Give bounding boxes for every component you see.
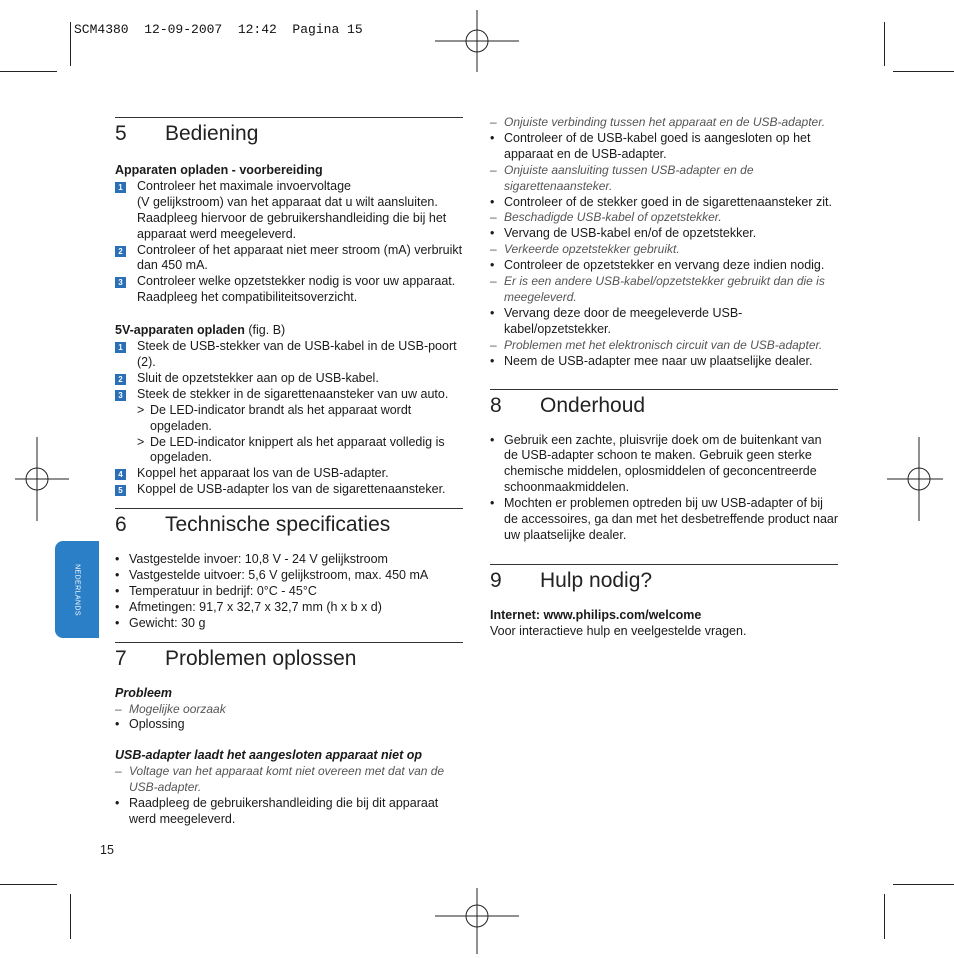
step-number-badge: 2 — [115, 374, 126, 385]
section-9-heading — [490, 564, 838, 594]
language-tab-label: NEDERLANDS — [73, 563, 81, 616]
section-number: 7 — [115, 646, 127, 670]
step-item — [115, 243, 463, 275]
list-item: • Temperatuur in bedrijf: 0°C - 45°C — [115, 584, 463, 600]
step-number-badge: 4 — [115, 469, 126, 480]
solution-item: • Vervang de USB-kabel en/of de opzetstekker. — [490, 226, 838, 242]
step-number-badge: 5 — [115, 485, 126, 496]
section-title: Bediening — [165, 122, 259, 145]
crop-mark — [893, 884, 954, 885]
page-number: 15 — [100, 843, 114, 857]
figure-reference: (fig. B) — [248, 323, 286, 338]
solution-item: • Neem de USB-adapter mee naar uw plaatselijke dealer. — [490, 354, 838, 370]
subsection-title: Apparaten opladen - voorbereiding — [115, 163, 323, 177]
help-text: Voor interactieve hulp en veelgestelde vragen. — [490, 623, 747, 638]
list-item: • Gewicht: 30 g — [115, 616, 463, 632]
list-item: • Afmetingen: 91,7 x 32,7 x 32,7 mm (h x b x d) — [115, 600, 463, 616]
crop-mark — [884, 22, 885, 66]
crop-mark — [884, 894, 885, 939]
section-number: 6 — [115, 513, 127, 537]
result-item — [115, 435, 463, 467]
cause-item: – Problemen met het elektronisch circuit van de USB-adapter. — [490, 338, 838, 354]
legend-solution: • Oplossing — [115, 717, 463, 733]
section-5-heading — [115, 117, 463, 147]
step-number-badge: 3 — [115, 277, 126, 288]
step-number-badge: 1 — [115, 182, 126, 193]
solution-item: • Controleer of de USB-kabel goed is aangesloten op het apparaat en de USB-adapter. — [490, 131, 838, 163]
language-tab — [55, 541, 99, 638]
step-text: Steek de stekker in de sigarettenaansteker van uw auto. — [137, 386, 449, 401]
solution-item: • Controleer de opzetstekker en vervang deze indien nodig. — [490, 258, 838, 274]
registration-mark-icon — [0, 437, 79, 521]
step-item — [115, 274, 463, 306]
registration-mark-icon — [435, 874, 519, 958]
step-item — [115, 482, 463, 498]
solution-item: • Controleer of de stekker goed in de sigarettenaansteker zit. — [490, 195, 838, 211]
list-item: • Mochten er problemen optreden bij uw USB-adapter of bij de accessoires, ga dan met het desbetreffende product naar uw plaatselijke dealer. — [490, 496, 838, 544]
maintenance-list — [490, 433, 838, 544]
step-text: Controleer welke opzetstekker nodig is voor uw apparaat. Raadpleeg het compatibiliteitsoverzicht. — [137, 274, 456, 305]
problem-title: USB-adapter laadt het aangesloten apparaat niet op — [115, 748, 423, 763]
list-item: • Vastgestelde invoer: 10,8 V - 24 V gelijkstroom — [115, 552, 463, 568]
subsection-title-text: 5V-apparaten opladen — [115, 323, 245, 338]
section-number: 9 — [490, 568, 502, 592]
step-number-badge: 2 — [115, 246, 126, 257]
section-title: Hulp nodig? — [540, 568, 653, 592]
cause-item: – Er is een andere USB-kabel/opzetstekker gebruikt dan die is meegeleverd. — [490, 274, 838, 306]
crop-mark — [0, 71, 57, 72]
step-text: Steek de USB-stekker van de USB-kabel in de USB-poort (2). — [137, 339, 457, 369]
result-item — [115, 403, 463, 435]
step-item — [115, 339, 463, 371]
left-column — [115, 117, 463, 828]
section-7-heading — [115, 642, 463, 672]
section-8-heading — [490, 389, 838, 419]
result-text: De LED-indicator brandt als het apparaat wordt opgeladen. — [150, 402, 412, 433]
spec-list — [115, 552, 463, 632]
list-item: • Gebruik een zachte, pluisvrije doek om de buitenkant van de USB-adapter schoon te maken. Gebruik geen sterke chemische middelen, oplosmiddelen of geconcentreerde schoonmaakmiddelen. — [490, 433, 838, 497]
right-column — [490, 115, 838, 640]
step-text: (V gelijkstroom) van het apparaat dat u wilt aansluiten. Raadpleeg hiervoor de gebruikershandleiding die bij het apparaat werd meegeleverd. — [137, 194, 447, 241]
step-text: Koppel het apparaat los van de USB-adapter. — [137, 466, 389, 481]
step-item — [115, 387, 463, 403]
crop-mark — [0, 884, 57, 885]
result-arrow: > — [137, 402, 145, 417]
step-item — [115, 371, 463, 387]
list-item: • Vastgestelde uitvoer: 5,6 V gelijkstroom, max. 450 mA — [115, 568, 463, 584]
section-title: Technische specificaties — [165, 513, 391, 537]
subsection-title — [115, 323, 463, 339]
step-text: Koppel de USB-adapter los van de sigarettenaansteker. — [137, 482, 446, 497]
result-text: De LED-indicator knippert als het apparaat volledig is opgeladen. — [150, 434, 445, 465]
solution-item: • Vervang deze door de meegeleverde USB-kabel/opzetstekker. — [490, 306, 838, 338]
result-arrow: > — [137, 434, 145, 449]
cause-item: – Voltage van het apparaat komt niet overeen met dat van de USB-adapter. — [115, 764, 463, 796]
step-text: Sluit de opzetstekker aan op de USB-kabel. — [137, 370, 379, 385]
section-6-heading — [115, 508, 463, 538]
section-number: 8 — [490, 393, 502, 417]
step-text: Controleer of het apparaat niet meer stroom (mA) verbruikt dan 450 mA. — [137, 242, 463, 273]
crop-mark — [893, 71, 954, 72]
step-number-badge: 3 — [115, 390, 126, 401]
crop-mark — [70, 894, 71, 939]
legend-cause: – Mogelijke oorzaak — [115, 702, 463, 718]
legend-problem: Probleem — [115, 685, 172, 700]
internet-link[interactable]: Internet: www.philips.com/welcome — [490, 607, 702, 622]
cause-item: – Onjuiste aansluiting tussen USB-adapter en de sigarettenaansteker. — [490, 163, 838, 195]
cause-item: – Beschadigde USB-kabel of opzetstekker. — [490, 210, 838, 226]
crop-mark — [70, 22, 71, 66]
cause-item: – Onjuiste verbinding tussen het apparaat en de USB-adapter. — [490, 115, 838, 131]
section-number: 5 — [115, 122, 127, 145]
step-number-badge: 1 — [115, 342, 126, 353]
registration-mark-icon — [877, 437, 954, 521]
step-text: Controleer het maximale invoervoltage — [137, 178, 351, 193]
step-item — [115, 466, 463, 482]
print-header: SCM4380 12-09-2007 12:42 Pagina 15 — [74, 22, 363, 37]
registration-mark-icon — [435, 0, 519, 84]
cause-item: – Verkeerde opzetstekker gebruikt. — [490, 242, 838, 258]
solution-item: • Raadpleeg de gebruikershandleiding die bij dit apparaat werd meegeleverd. — [115, 796, 463, 828]
section-title: Onderhoud — [540, 393, 646, 417]
step-item — [115, 179, 463, 243]
section-title: Problemen oplossen — [165, 646, 357, 670]
